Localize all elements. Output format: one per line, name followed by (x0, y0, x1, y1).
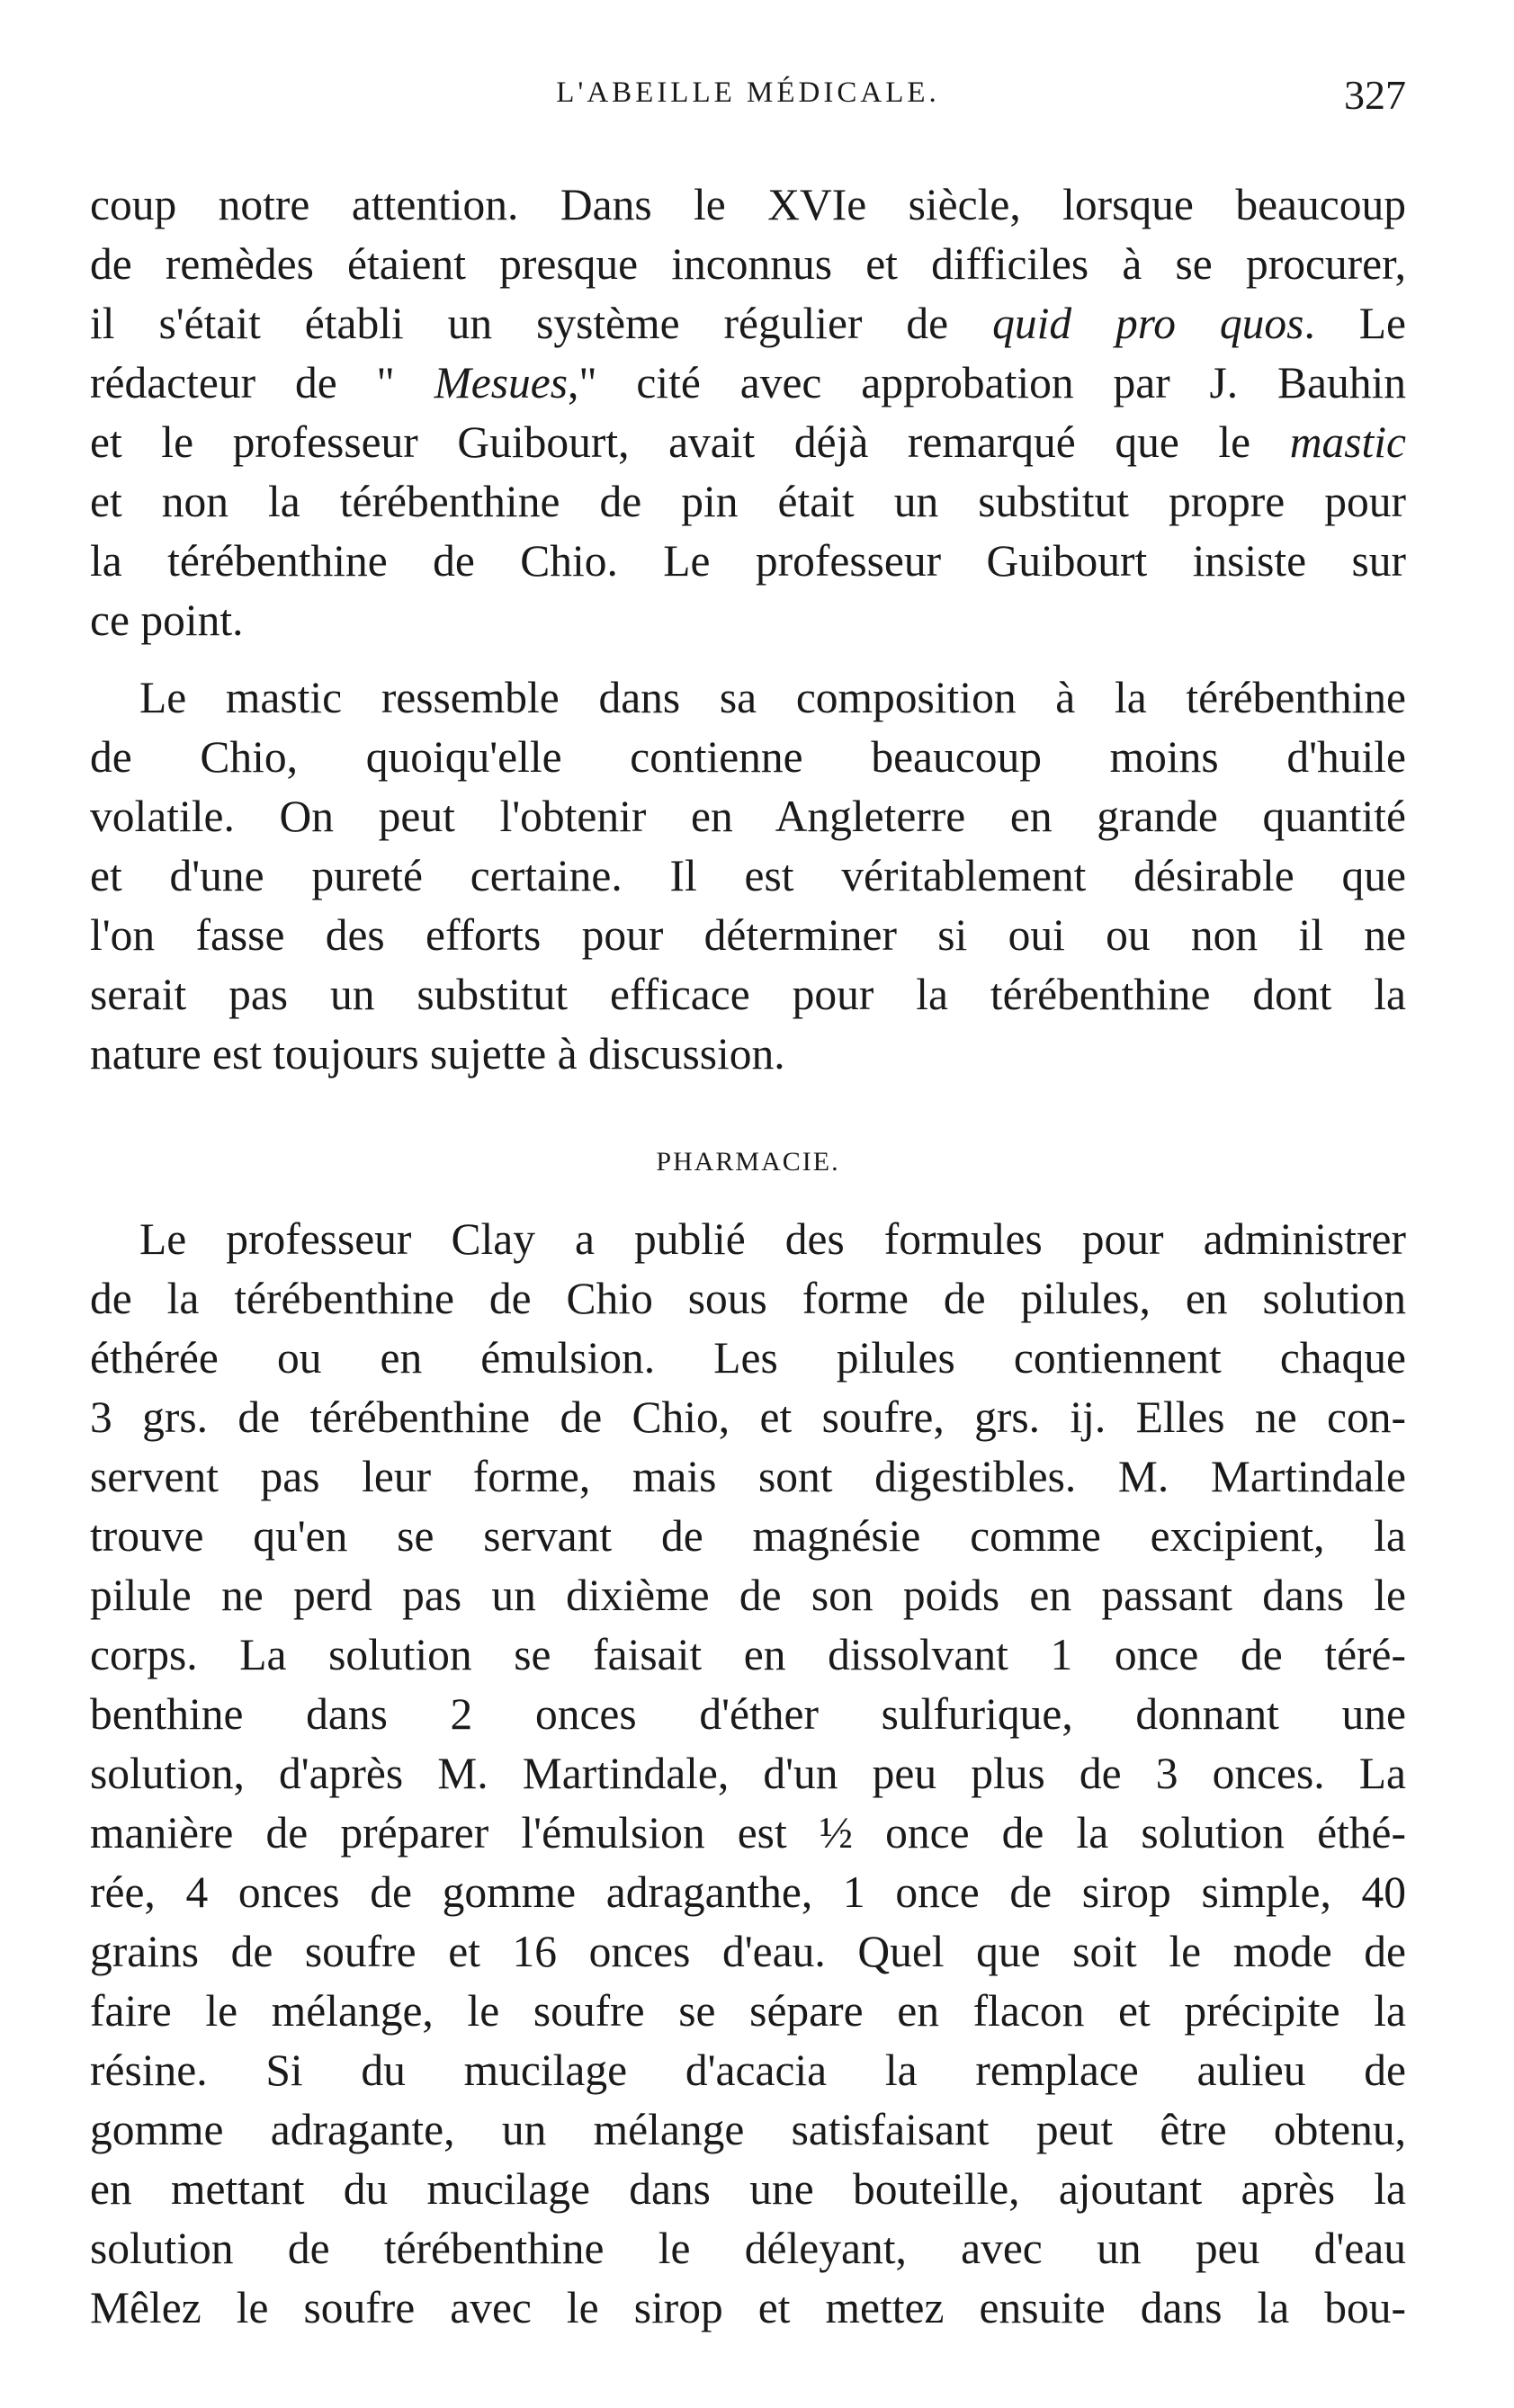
text-line: en mettant du mucilage dans une bouteille, ajoutant après la (90, 2164, 1406, 2214)
text-line: 3 grs. de térébenthine de Chio, et soufre, grs. ij. Elles ne con- (90, 1392, 1406, 1442)
text-line: faire le mélange, le soufre se sépare en flacon et précipite la (90, 1986, 1406, 2036)
text-line: et le professeur Guibourt, avait déjà remarqué que le mastic (90, 417, 1406, 467)
text-line: de la térébenthine de Chio sous forme de pilules, en solution (90, 1274, 1406, 1323)
text-line: rée, 4 onces de gomme adraganthe, 1 once de sirop simple, 40 (90, 1867, 1406, 1917)
running-title: L'ABEILLE MÉDICALE. (556, 76, 940, 109)
paragraph-2 (90, 668, 1406, 1084)
text-line: résine. Si du mucilage d'acacia la remplace aulieu de (90, 2045, 1406, 2095)
text-line: l'on fasse des efforts pour déterminer si oui ou non il ne (90, 910, 1406, 960)
text-line: la térébenthine de Chio. Le professeur Guibourt insiste sur (90, 536, 1406, 586)
page-number: 327 (1344, 72, 1406, 118)
text-line: de remèdes étaient presque inconnus et difficiles à se procurer, (90, 239, 1406, 289)
text-line: manière de préparer l'émulsion est ½ once de la solution éthé- (90, 1808, 1406, 1857)
text-line: de Chio, quoiqu'elle contienne beaucoup moins d'huile (90, 732, 1406, 782)
text-line: coup notre attention. Dans le XVIe siècle, lorsque beaucoup (90, 180, 1406, 229)
text-line: éthérée ou en émulsion. Les pilules contiennent chaque (90, 1333, 1406, 1383)
text-line: grains de soufre et 16 onces d'eau. Quel que soit le mode de (90, 1927, 1406, 1976)
text-line: pilule ne perd pas un dixième de son poids en passant dans le (90, 1571, 1406, 1620)
text-line: solution de térébenthine le déleyant, avec un peu d'eau (90, 2224, 1406, 2273)
text-line: serait pas un substitut efficace pour la térébenthine dont la (90, 970, 1406, 1019)
paragraph-1 (90, 175, 1406, 650)
section-heading: PHARMACIE. (656, 1147, 840, 1177)
text-line: benthine dans 2 onces d'éther sulfurique, donnant une (90, 1689, 1406, 1739)
text-line: nature est toujours sujette à discussion. (90, 1029, 785, 1079)
text-line: Mêlez le soufre avec le sirop et mettez ensuite dans la bou- (90, 2283, 1406, 2332)
text-line: il s'était établi un système régulier de quid pro quos. Le (90, 299, 1406, 348)
text-line: et d'une pureté certaine. Il est véritablement désirable que (90, 851, 1406, 900)
text-line: rédacteur de " Mesues," cité avec approbation par J. Bauhin (90, 358, 1406, 407)
text-line: gomme adragante, un mélange satisfaisant peut être obtenu, (90, 2105, 1406, 2154)
text-line: servent pas leur forme, mais sont digestibles. M. Martindale (90, 1452, 1406, 1501)
running-header (90, 72, 1406, 139)
text-line: corps. La solution se faisait en dissolvant 1 once de téré- (90, 1630, 1406, 1679)
text-line: solution, d'après M. Martindale, d'un peu plus de 3 onces. La (90, 1749, 1406, 1798)
text-line: trouve qu'en se servant de magnésie comme excipient, la (90, 1511, 1406, 1561)
text-line: volatile. On peut l'obtenir en Angleterre en grande quantité (90, 792, 1406, 841)
text-line: Le mastic ressemble dans sa composition à la térébenthine (139, 673, 1406, 722)
paragraph-gap (90, 650, 1406, 668)
paragraph-pharmacie (90, 1210, 1406, 2338)
text-line: Le professeur Clay a publié des formules pour administrer (139, 1214, 1406, 1264)
text-line: ce point. (90, 595, 244, 645)
text-line: et non la térébenthine de pin était un substitut propre pour (90, 477, 1406, 526)
